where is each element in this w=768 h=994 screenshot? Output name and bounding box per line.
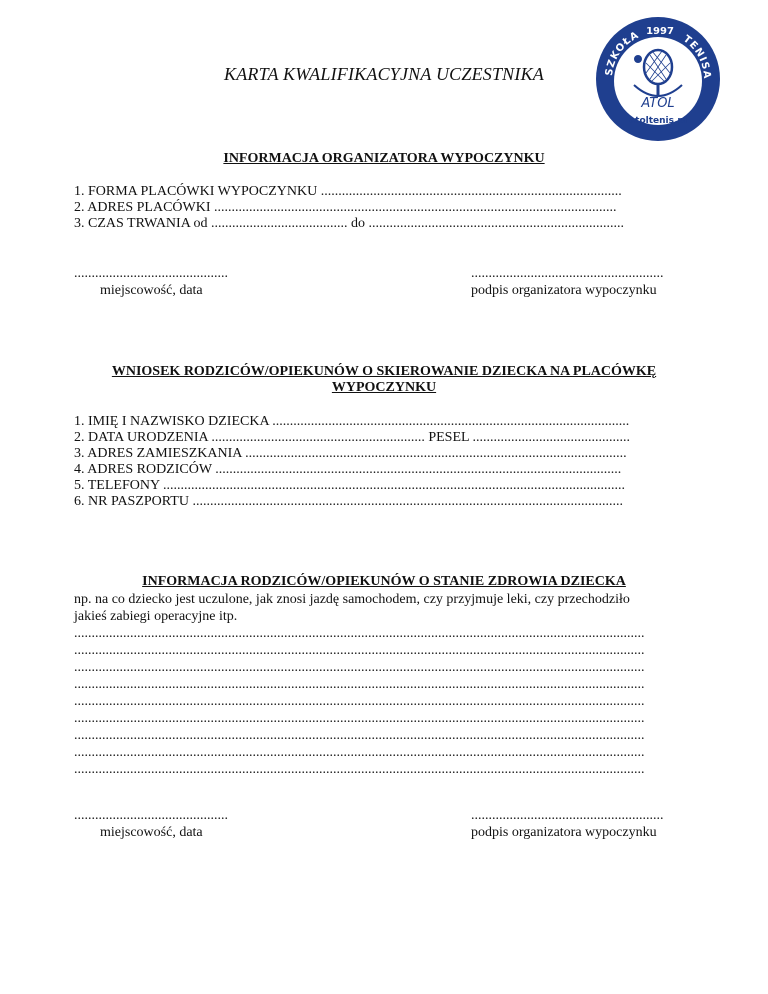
field-imie-nazwisko: 1. IMIĘ I NAZWISKO DZIECKA ...................................................................................................... <box>74 414 630 429</box>
field-data-urodzenia-pesel: 2. DATA URODZENIA ............................................................. PESEL ............................................. <box>74 430 631 445</box>
health-dotted-line: ................................................................................................................................................................... <box>74 745 645 760</box>
signature-place-date-label: miejscowość, data <box>100 283 203 298</box>
signature-organizer-line: ....................................................... <box>471 808 664 823</box>
health-dotted-line: ................................................................................................................................................................... <box>74 728 645 743</box>
page-title: KARTA KWALIFIKACYJNA UCZESTNIKA <box>224 64 544 84</box>
field-adres-rodzicow: 4. ADRES RODZICÓW .................................................................................................................... <box>74 462 622 477</box>
heading-line-1: WNIOSEK RODZICÓW/OPIEKUNÓW O SKIEROWANIE DZIECKA NA PLACÓWKĘ <box>111 364 657 379</box>
atol-logo-icon <box>594 15 722 143</box>
section-parents-request-heading <box>74 364 694 396</box>
health-dotted-line: ................................................................................................................................................................... <box>74 762 645 777</box>
field-czas-trwania: 3. CZAS TRWANIA od ....................................... do ......................................................................... <box>74 216 625 231</box>
school-logo <box>594 15 722 143</box>
section-health-heading: INFORMACJA RODZICÓW/OPIEKUNÓW O STANIE ZDROWIA DZIECKA <box>142 574 626 589</box>
signature-place-date-line: ............................................ <box>74 808 228 823</box>
logo-year: 1997 <box>646 26 674 37</box>
signature-organizer-label: podpis organizatora wypoczynku <box>471 825 657 840</box>
health-dotted-line: ................................................................................................................................................................... <box>74 677 645 692</box>
signature-organizer-label: podpis organizatora wypoczynku <box>471 283 657 298</box>
field-adres-placowki: 2. ADRES PLACÓWKI ................................................................................................................... <box>74 200 617 215</box>
health-dotted-line: ................................................................................................................................................................... <box>74 660 645 675</box>
field-adres-zamieszkania: 3. ADRES ZAMIESZKANIA ............................................................................................................. <box>74 446 627 461</box>
heading-line-2: WYPOCZYNKU <box>331 380 437 395</box>
logo-top-text-left: SZKOŁA <box>603 29 642 77</box>
logo-brand: ATOL <box>641 96 675 111</box>
signature-organizer-line: ....................................................... <box>471 266 664 281</box>
health-dotted-line: ................................................................................................................................................................... <box>74 694 645 709</box>
signature-place-date-line: ............................................ <box>74 266 228 281</box>
health-dotted-line: ................................................................................................................................................................... <box>74 711 645 726</box>
field-telefony: 5. TELEFONY .................................................................................................................................... <box>74 478 626 493</box>
logo-website: atoltenis.pl <box>629 116 687 126</box>
health-dotted-line: ................................................................................................................................................................... <box>74 626 645 641</box>
field-forma-placowki: 1. FORMA PLACÓWKI WYPOCZYNKU ...................................................................................... <box>74 184 622 199</box>
health-description-line-2: jakieś zabiegi operacyjne itp. <box>74 609 238 624</box>
field-nr-paszportu: 6. NR PASZPORTU ........................................................................................................................... <box>74 494 623 509</box>
logo-top-text-right: TENISA <box>680 33 713 80</box>
health-dotted-line: ................................................................................................................................................................... <box>74 643 645 658</box>
health-description-line-1: np. na co dziecko jest uczulone, jak znosi jazdę samochodem, czy przyjmuje leki, czy przechodziło <box>74 592 630 607</box>
section-organizer-heading: INFORMACJA ORGANIZATORA WYPOCZYNKU <box>223 151 545 166</box>
signature-place-date-label: miejscowość, data <box>100 825 203 840</box>
